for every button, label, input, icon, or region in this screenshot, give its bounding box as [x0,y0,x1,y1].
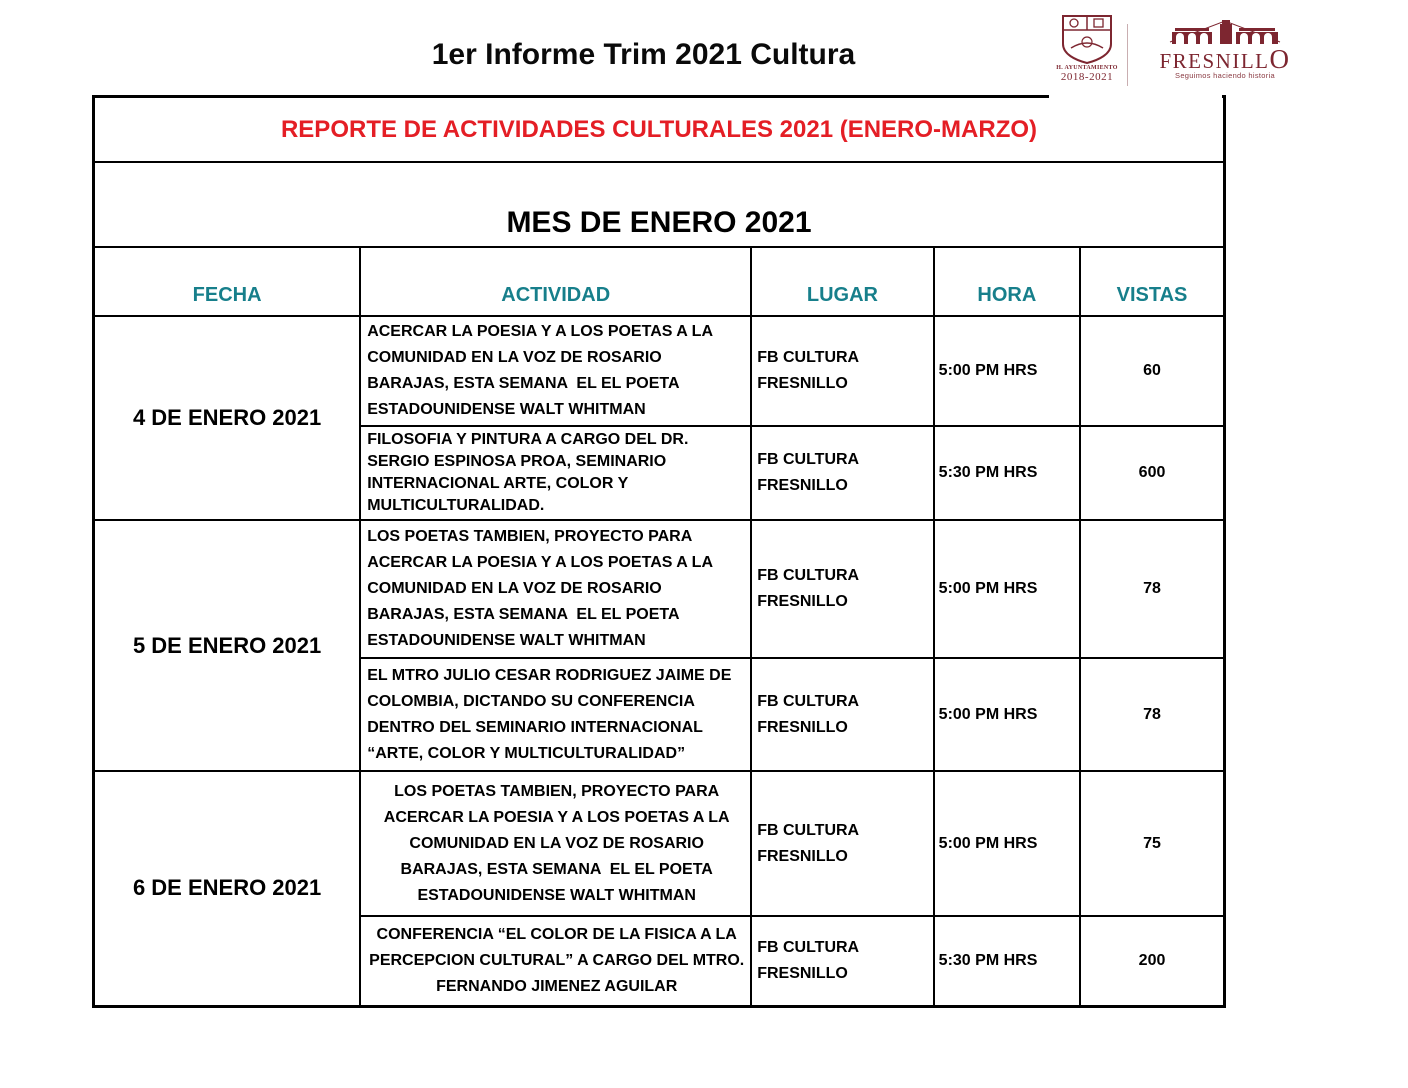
time-cell: 5:00 PM HRS [934,520,1080,658]
page-title: 1er Informe Trim 2021 Cultura [431,38,856,71]
views-cell: 60 [1080,316,1224,426]
crest-line1: H. AYUNTAMIENTO [1056,65,1118,71]
views-cell: 78 [1080,658,1224,771]
activity-cell: EL MTRO JULIO CESAR RODRIGUEZ JAIME DE COLOMBIA, DICTANDO SU CONFERENCIA DENTRO DEL SEMINARIO INTERNACIONAL “ARTE, COLOR Y MULTICULTURALIDAD” [360,658,751,771]
place-cell: FB CULTURA FRESNILLO [751,426,933,520]
col-header-fecha: FECHA [94,247,361,316]
logo-strip [1040,10,1400,100]
place-cell: FB CULTURA FRESNILLO [751,771,933,916]
table-row [94,520,1225,658]
fresnillo-logo [1140,18,1310,80]
fresnillo-wordmark: FRESNILLO [1159,44,1291,74]
month-title: MES DE ENERO 2021 [94,162,1225,247]
place-cell: FB CULTURA FRESNILLO [751,316,933,426]
logo-divider [1127,24,1128,86]
col-header-hora: HORA [934,247,1080,316]
fresnillo-tagline: Seguimos haciendo historia [1175,71,1275,80]
activity-cell: LOS POETAS TAMBIEN, PROYECTO PARA ACERCAR LA POESIA Y A LOS POETAS A LA COMUNIDAD EN LA VOZ DE ROSARIO BARAJAS, ESTA SEMANA EL EL POETA ESTADOUNIDENSE WALT WHITMAN [360,771,751,916]
place-cell: FB CULTURA FRESNILLO [751,658,933,771]
report-table [92,95,1226,1008]
table-row [94,316,1225,426]
table-row [94,771,1225,916]
time-cell: 5:00 PM HRS [934,658,1080,771]
date-cell: 5 DE ENERO 2021 [94,520,361,771]
time-cell: 5:30 PM HRS [934,916,1080,1006]
report-title: REPORTE DE ACTIVIDADES CULTURALES 2021 (ENERO-MARZO) [94,97,1225,163]
place-cell: FB CULTURA FRESNILLO [751,520,933,658]
time-cell: 5:30 PM HRS [934,426,1080,520]
views-cell: 200 [1080,916,1224,1006]
col-header-vistas: VISTAS [1080,247,1224,316]
time-cell: 5:00 PM HRS [934,771,1080,916]
table-header-row [94,247,1225,316]
crest-shield-icon [1052,14,1122,64]
date-cell: 4 DE ENERO 2021 [94,316,361,520]
crest-line2: 2018-2021 [1060,71,1114,83]
activity-cell: FILOSOFIA Y PINTURA A CARGO DEL DR. SERGIO ESPINOSA PROA, SEMINARIO INTERNACIONAL ARTE, COLOR Y MULTICULTURALIDAD. [360,426,751,520]
col-header-lugar: LUGAR [751,247,933,316]
views-cell: 75 [1080,771,1224,916]
views-cell: 78 [1080,520,1224,658]
place-cell: FB CULTURA FRESNILLO [751,916,933,1006]
activity-cell: LOS POETAS TAMBIEN, PROYECTO PARA ACERCAR LA POESIA Y A LOS POETAS A LA COMUNIDAD EN LA VOZ DE ROSARIO BARAJAS, ESTA SEMANA EL EL POETA ESTADOUNIDENSE WALT WHITMAN [360,520,751,658]
views-cell: 600 [1080,426,1224,520]
date-cell: 6 DE ENERO 2021 [94,771,361,1006]
col-header-actividad: ACTIVIDAD [360,247,751,316]
activity-cell: CONFERENCIA “EL COLOR DE LA FISICA A LA PERCEPCION CULTURAL” A CARGO DEL MTRO. FERNANDO JIMENEZ AGUILAR [360,916,751,1006]
time-cell: 5:00 PM HRS [934,316,1080,426]
activity-cell: ACERCAR LA POESIA Y A LOS POETAS A LA COMUNIDAD EN LA VOZ DE ROSARIO BARAJAS, ESTA SEMANA EL EL POETA ESTADOUNIDENSE WALT WHITMAN [360,316,751,426]
ayuntamiento-crest [1052,14,1122,83]
logo-overlap-patch [1049,93,1222,100]
report-table-container [92,95,1226,1008]
